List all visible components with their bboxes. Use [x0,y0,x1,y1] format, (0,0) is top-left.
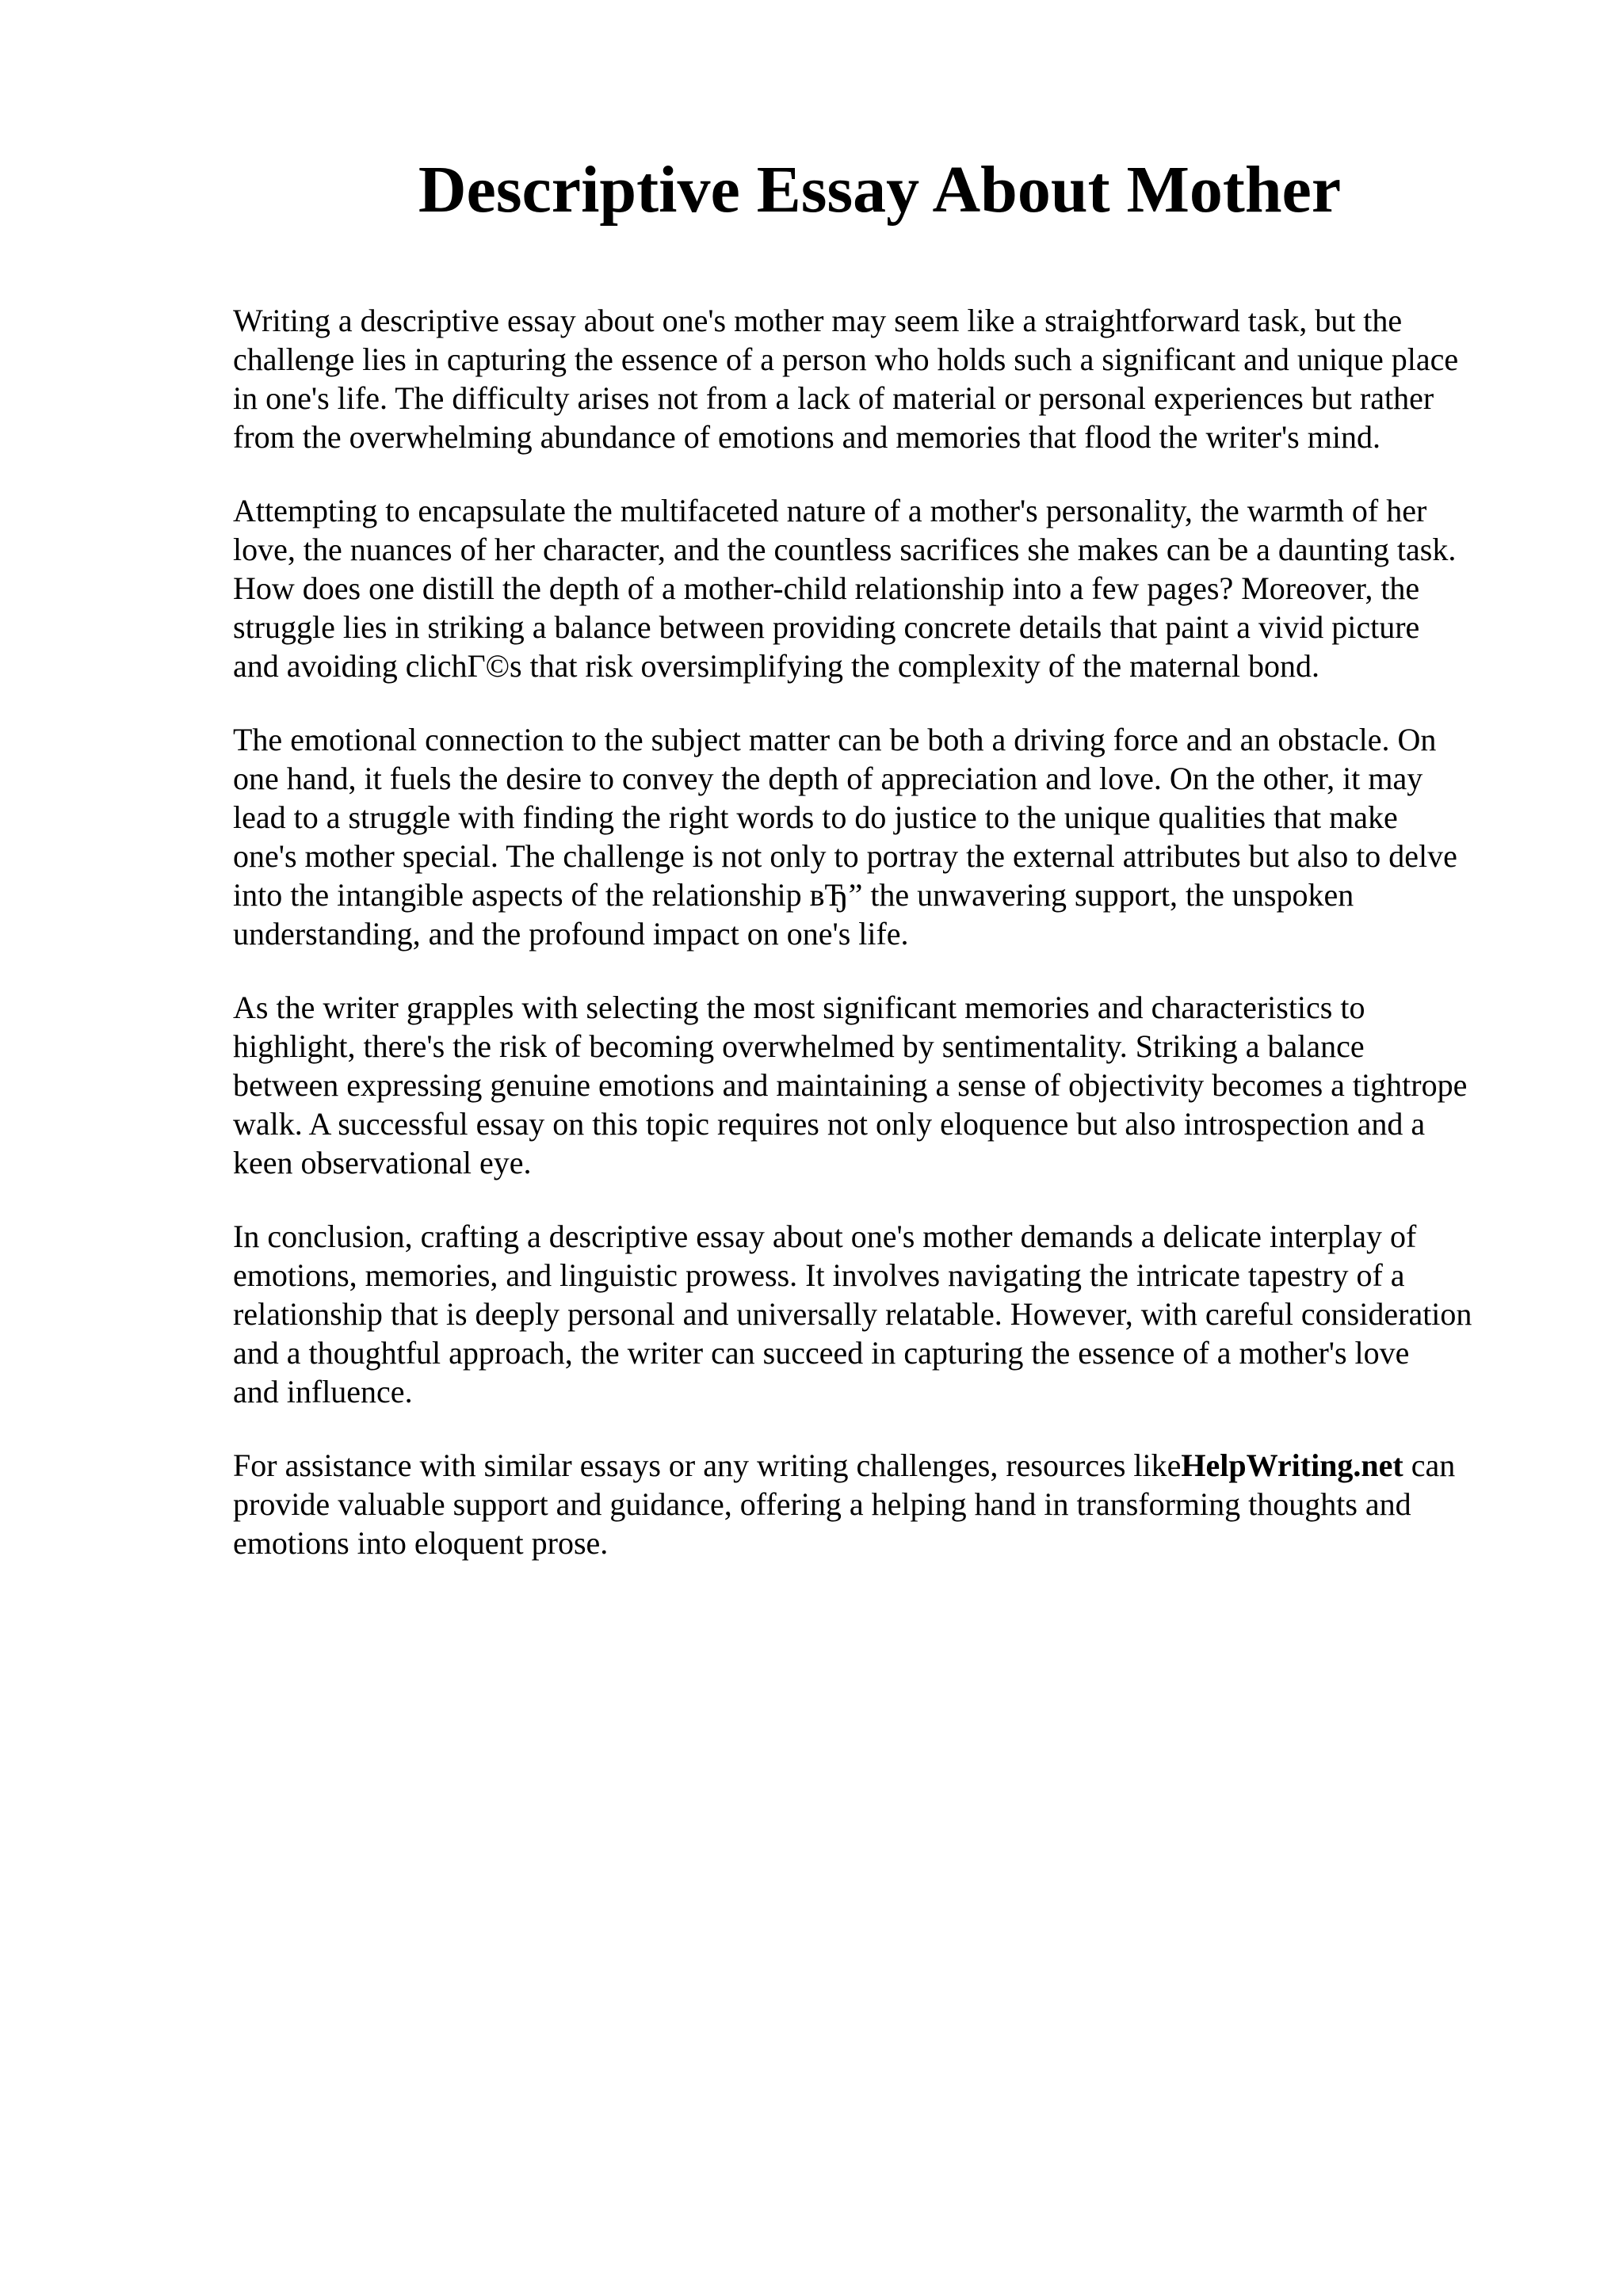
text-line: into the intangible aspects of the relationship вЂ” the unwavering support, the unspoken [233,877,1354,913]
text-line: struggle lies in striking a balance between providing concrete details that paint a vivid picture [233,609,1420,645]
essay-body [233,301,1533,1597]
text-line: love, the nuances of her character, and the countless sacrifices she makes can be a daunting task. [233,532,1457,567]
text-line: emotions, memories, and linguistic prowess. It involves navigating the intricate tapestry of a [233,1257,1405,1293]
text-line: keen observational eye. [233,1145,532,1180]
brand-name: HelpWriting.net [1181,1447,1403,1483]
closing-paragraph [233,1446,1533,1562]
text-line: The emotional connection to the subject matter can be both a driving force and an obstacle. On [233,722,1437,757]
closing-text-before: For assistance with similar essays or any writing challenges, resources like [233,1447,1182,1483]
text-line: from the overwhelming abundance of emotions and memories that flood the writer's mind. [233,419,1381,455]
text-line: Writing a descriptive essay about one's mother may seem like a straightforward task, but the [233,303,1403,338]
text-line: How does one distill the depth of a mother-child relationship into a few pages? Moreover, the [233,570,1420,606]
text-line: highlight, there's the risk of becoming overwhelmed by sentimentality. Striking a balance [233,1028,1365,1064]
text-line: Attempting to encapsulate the multifaceted nature of a mother's personality, the warmth of her [233,493,1427,528]
text-line: between expressing genuine emotions and maintaining a sense of objectivity becomes a tightrope [233,1067,1468,1103]
text-line: emotions into eloquent prose. [233,1525,609,1561]
paragraph-3 [233,720,1533,953]
text-line: provide valuable support and guidance, offering a helping hand in transforming thoughts and [233,1486,1411,1522]
text-line: and avoiding clichГ©s that risk oversimplifying the complexity of the maternal bond. [233,648,1319,684]
text-line: relationship that is deeply personal and universally relatable. However, with careful consideration [233,1296,1472,1332]
paragraph-4 [233,988,1533,1182]
text-line: understanding, and the profound impact on one's life. [233,916,909,952]
closing-text-after: can [1403,1447,1456,1483]
text-line: lead to a struggle with finding the right words to do justice to the unique qualities that make [233,799,1398,835]
text-line [233,1446,1533,1485]
text-line: As the writer grapples with selecting the most significant memories and characteristics to [233,990,1365,1025]
text-line: In conclusion, crafting a descriptive essay about one's mother demands a delicate interplay of [233,1219,1417,1254]
text-line: challenge lies in capturing the essence of a person who holds such a significant and unique place [233,341,1459,377]
page-title: Descriptive Essay About Mother [418,153,1342,227]
text-line: in one's life. The difficulty arises not from a lack of material or personal experiences but rather [233,380,1434,416]
text-line: and influence. [233,1374,413,1409]
paragraph-5 [233,1217,1533,1411]
paragraph-2 [233,491,1533,685]
text-line: walk. A successful essay on this topic requires not only eloquence but also introspection and a [233,1106,1426,1142]
text-line: one's mother special. The challenge is not only to portray the external attributes but also to delve [233,838,1457,874]
text-line: and a thoughtful approach, the writer can succeed in capturing the essence of a mother's love [233,1335,1410,1371]
text-line: one hand, it fuels the desire to convey the depth of appreciation and love. On the other, it may [233,761,1423,796]
paragraph-1 [233,301,1533,456]
